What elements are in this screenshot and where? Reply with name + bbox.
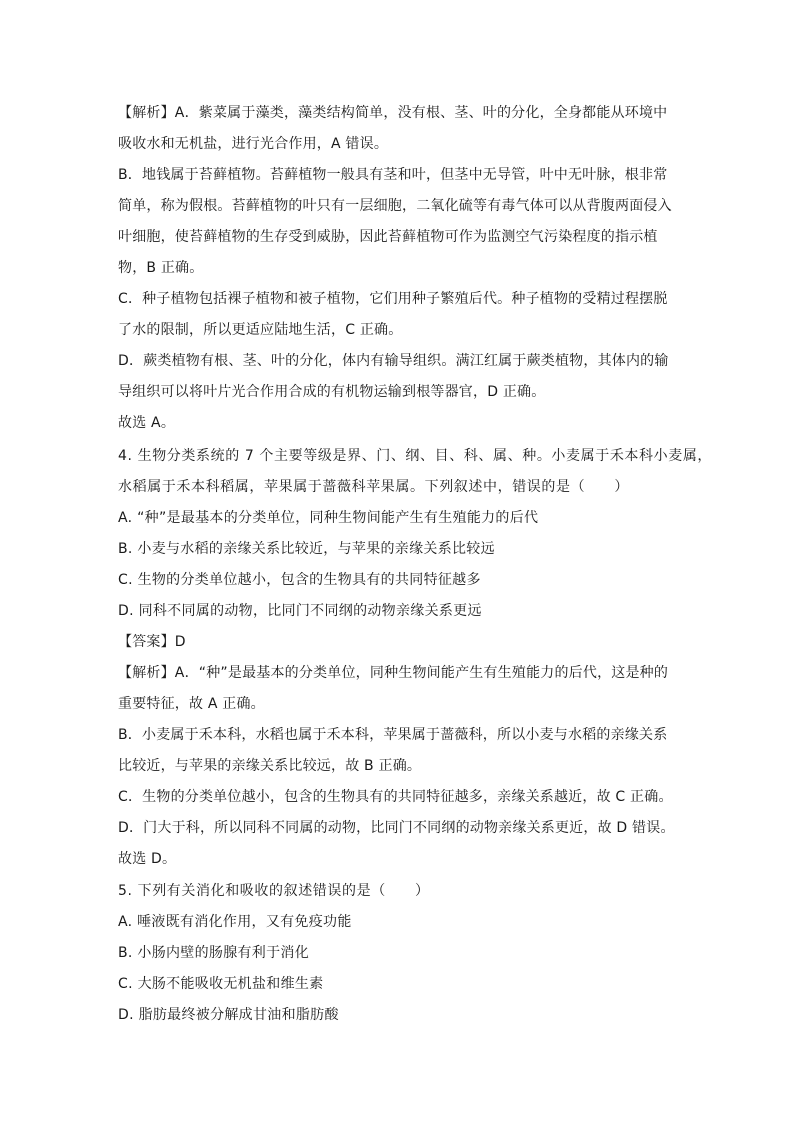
text-line: 重要特征，故 A 正确。 xyxy=(118,696,265,712)
text-line: B．地钱属于苔藓植物。苔藓植物一般具有茎和叶，但茎中无导管，叶中无叶脉，根非常 xyxy=(118,167,668,183)
text-line: 故选 A。 xyxy=(118,415,176,431)
option-line: B. 小肠内壁的肠腺有利于消化 xyxy=(118,945,310,961)
option-line: A. “种”是最基本的分类单位，同种生物间能产生有生殖能力的后代 xyxy=(118,510,539,526)
text-line: 简单，称为假根。苔藓植物的叶只有一层细胞，二氧化硫等有毒气体可以从背腹两面侵入 xyxy=(118,198,672,214)
text-line: 【解析】A．“种”是最基本的分类单位，同种生物间能产生有生殖能力的后代，这是种的 xyxy=(118,665,669,681)
text-line: D．门大于科，所以同科不同属的动物，比同门不同纲的动物亲缘关系更近，故 D 错误。 xyxy=(118,820,675,836)
text-line: 物，B 正确。 xyxy=(118,260,204,276)
question-stem: 4. 生物分类系统的 7 个主要等级是界、门、纲、目、科、属、种。小麦属于禾本科小麦属， xyxy=(118,448,713,464)
option-line: C. 大肠不能吸收无机盐和维生素 xyxy=(118,976,324,992)
option-line: D. 脂肪最终被分解成甘油和脂肪酸 xyxy=(118,1007,339,1023)
text-line: 吸收水和无机盐，进行光合作用，A 错误。 xyxy=(118,136,389,152)
text-line: C．生物的分类单位越小，包含的生物具有的共同特征越多，亲缘关系越近，故 C 正确。 xyxy=(118,789,673,805)
text-line: 比较近，与苹果的亲缘关系比较远，故 B 正确。 xyxy=(118,758,422,774)
text-line: 了水的限制，所以更适应陆地生活，C 正确。 xyxy=(118,322,403,338)
text-line: 叶细胞，使苔藓植物的生存受到威胁，因此苔藓植物可作为监测空气污染程度的指示植 xyxy=(118,229,658,245)
question-stem: 5. 下列有关消化和吸收的叙述错误的是（ ） xyxy=(118,883,430,899)
text-line: 导组织可以将叶片光合作用合成的有机物运输到根等器官，D 正确。 xyxy=(118,384,546,400)
question-stem: 水稻属于禾本科稻属，苹果属于蔷薇科苹果属。下列叙述中，错误的是（ ） xyxy=(118,479,629,495)
text-line: B．小麦属于禾本科，水稻也属于禾本科，苹果属于蔷薇科，所以小麦与水稻的亲缘关系 xyxy=(118,727,668,743)
option-line: D. 同科不同属的动物，比同门不同纲的动物亲缘关系更远 xyxy=(118,603,482,619)
text-line: C．种子植物包括裸子植物和被子植物，它们用种子繁殖后代。种子植物的受精过程摆脱 xyxy=(118,291,668,307)
option-line: B. 小麦与水稻的亲缘关系比较近，与苹果的亲缘关系比较远 xyxy=(118,541,495,557)
text-line: 【解析】A．紫菜属于藻类，藻类结构简单，没有根、茎、叶的分化，全身都能从环境中 xyxy=(118,105,668,121)
option-line: C. 生物的分类单位越小，包含的生物具有的共同特征越多 xyxy=(118,572,481,588)
text-line: D．蕨类植物有根、茎、叶的分化，体内有输导组织。满江红属于蕨类植物，其体内的输 xyxy=(118,353,669,369)
text-line: 故选 D。 xyxy=(118,851,177,867)
option-line: A. 唾液既有消化作用，又有免疫功能 xyxy=(118,914,352,930)
answer-line: 【答案】D xyxy=(118,634,186,650)
